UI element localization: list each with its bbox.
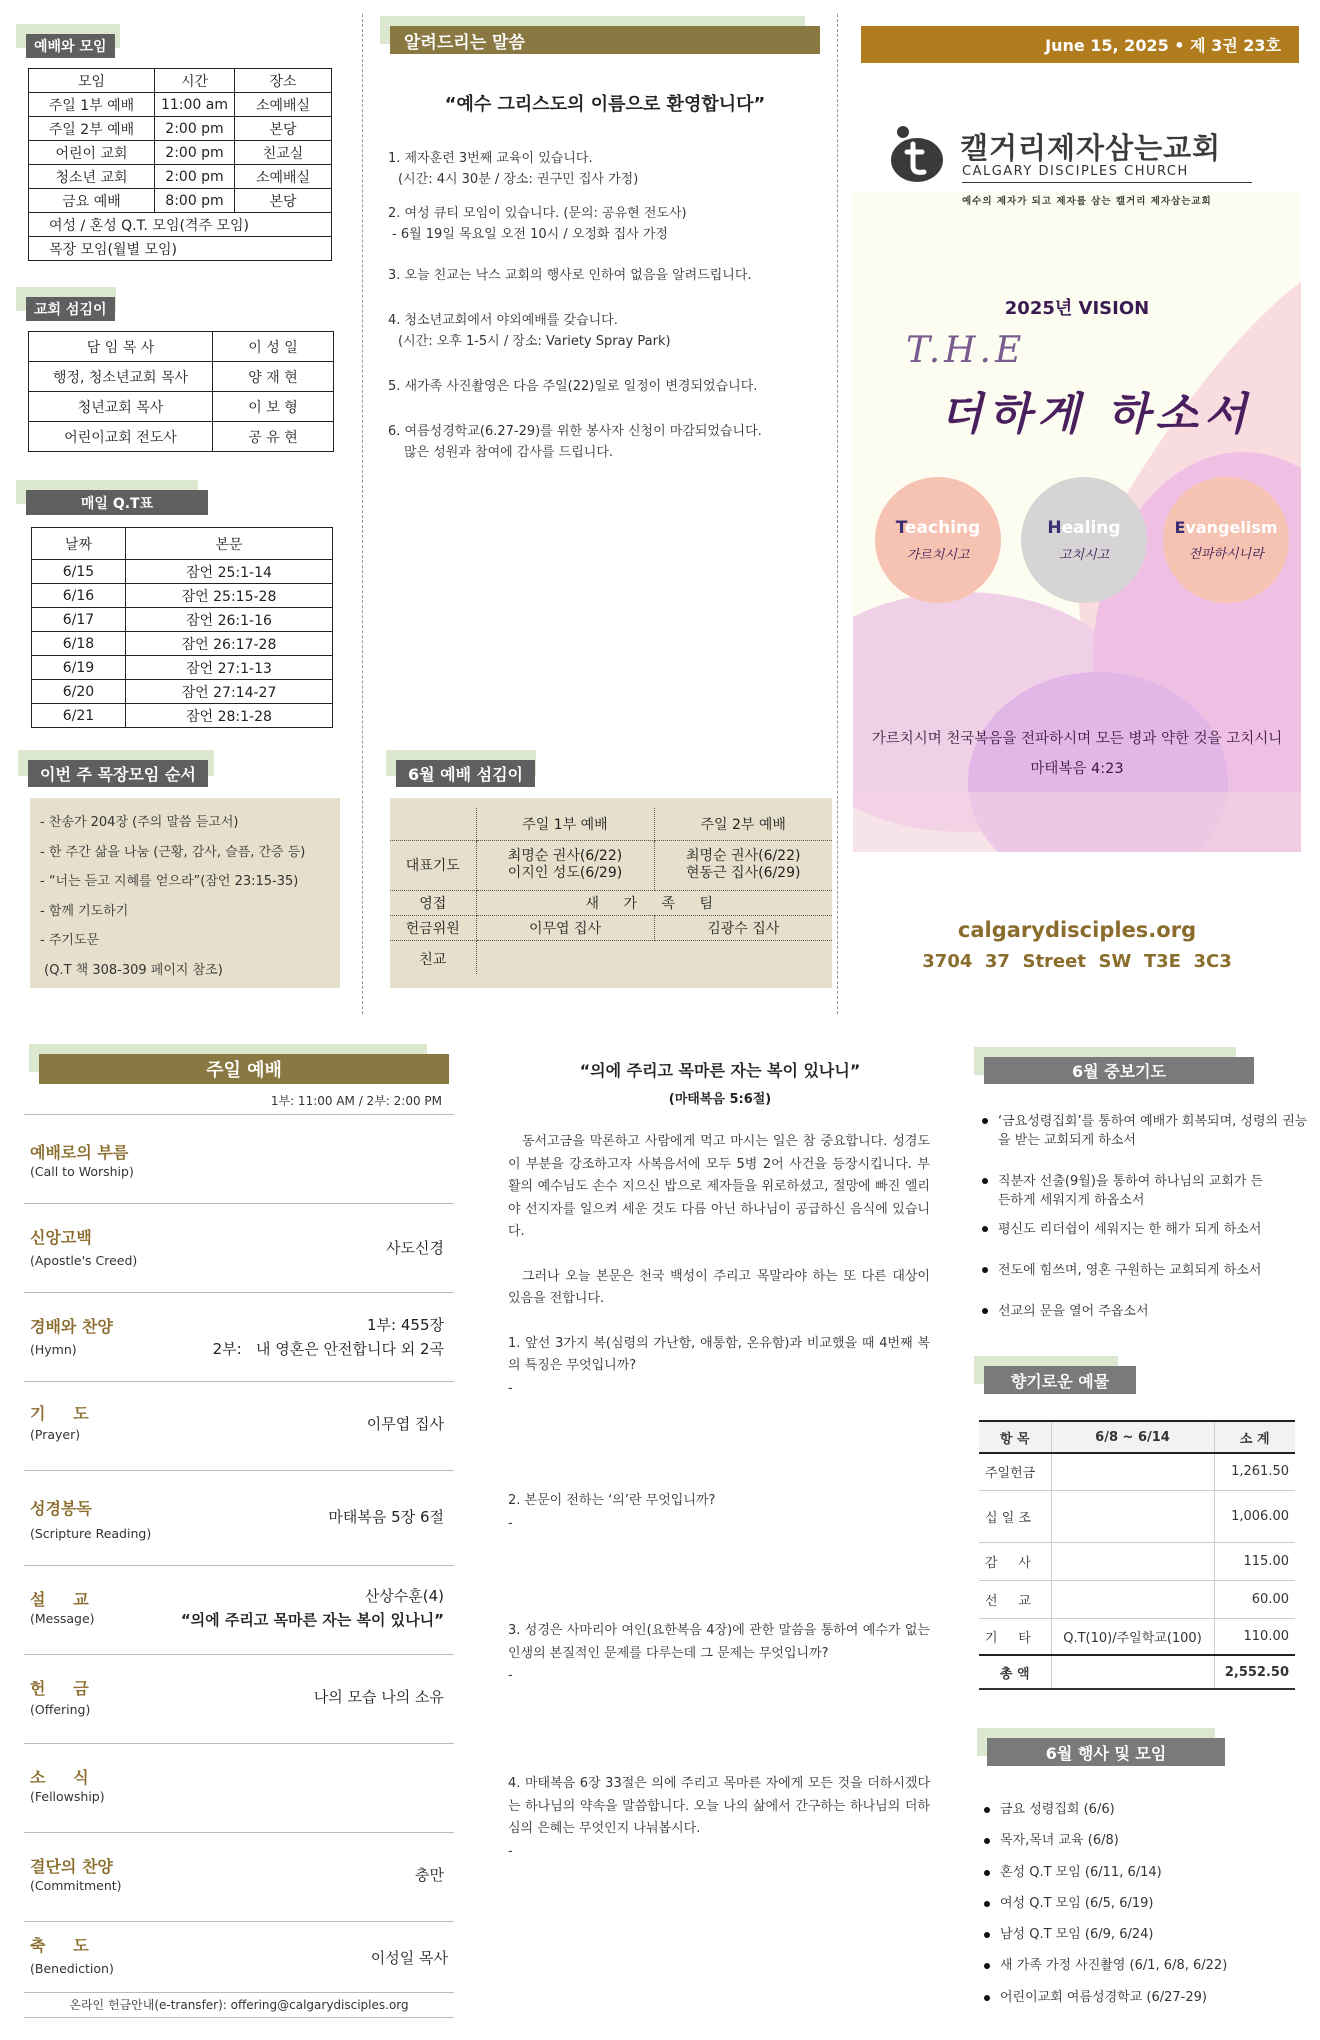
cell [1051, 1453, 1214, 1490]
fold-divider-right [837, 14, 838, 1014]
date-issue-bar: June 15, 2025 • 제 3권 23호 [861, 26, 1299, 63]
cell: 감 사 [979, 1542, 1051, 1580]
worship-order-row [24, 1383, 454, 1471]
cell: 친교실 [235, 141, 332, 165]
announcement-line: 4. 청소년교회에서 야외예배를 갖습니다. [388, 313, 618, 328]
cell: 6/15 [32, 560, 126, 584]
cell: 6/21 [32, 704, 126, 728]
sermon-question-3 [508, 1620, 930, 1688]
worship-order-row [24, 1834, 454, 1922]
section-title: 6월 예배 섬김이 [396, 760, 535, 787]
cell: 주일헌금 [979, 1453, 1051, 1490]
total-label: 총 액 [979, 1655, 1051, 1689]
cell [476, 840, 654, 890]
list-item: - 찬송가 204장 (주의 말씀 듣고서) [40, 815, 239, 830]
cell-line: 이지인 성도(6/29) [507, 865, 623, 881]
header-cell: 주일 2부 예배 [654, 808, 832, 840]
section-title: 예배와 모임 [26, 34, 115, 58]
welcome-heading: “예수 그리스도의 이름으로 환영합니다” [444, 94, 766, 115]
header-cell: 소 계 [1214, 1421, 1295, 1453]
table-row [32, 584, 333, 608]
worship-times-divider [24, 1114, 454, 1115]
cover-verse-ref: 마태복음 4:23 [1030, 761, 1124, 777]
worship-order-row [24, 1745, 454, 1833]
cell: 기 타 [979, 1618, 1051, 1655]
cell: 6/18 [32, 632, 126, 656]
offerings-table [979, 1420, 1295, 1690]
section-title: 교회 섬김이 [26, 297, 115, 321]
announcement-item [388, 265, 828, 286]
section-header-sunday-worship [29, 1044, 449, 1086]
cell: 11:00 am [155, 93, 235, 117]
cell: 2:00 pm [155, 117, 235, 141]
circle-initial: H [1047, 517, 1062, 538]
order-title-ko: 소 식 [30, 1768, 89, 1787]
table-header-row [979, 1421, 1295, 1453]
order-title-en: (Scripture Reading) [30, 1526, 152, 1541]
table-row [32, 632, 333, 656]
worship-meetings-table [28, 68, 332, 261]
table-row [29, 213, 332, 237]
order-title-en: (Prayer) [30, 1427, 81, 1442]
announcement-line: 많은 성원과 참여에 감사를 드립니다. [404, 445, 614, 460]
order-title-ko: 기 도 [30, 1404, 89, 1423]
cell: 청년교회 목사 [29, 392, 213, 422]
cell: 주일 2부 예배 [29, 117, 155, 141]
row-label: 헌금위원 [390, 915, 476, 940]
section-title: 매일 Q.T표 [26, 490, 208, 515]
list-item: - 함께 기도하기 [40, 903, 129, 919]
worship-order-row [24, 1205, 454, 1293]
church-name-ko: 캘거리제자삼는교회 [960, 131, 1222, 165]
sermon-question-2 [508, 1490, 930, 1535]
list-item: 전도에 힘쓰며, 영혼 구원하는 교회되게 하소서 [978, 1261, 1308, 1280]
cell-line: 최명순 권사(6/22) [507, 848, 623, 864]
cell [476, 940, 832, 974]
list-item: 새 가족 가정 사진촬영 (6/1, 6/8, 6/22) [980, 1950, 1310, 1981]
cell: 십 일 조 [979, 1490, 1051, 1542]
intercession-list [978, 1112, 1308, 1321]
order-title-ko: 경배와 찬양 [30, 1317, 113, 1336]
announcement-line: 3. 오늘 친교는 낙스 교회의 행사로 인하여 없음을 알려드립니다. [388, 268, 752, 283]
vision-label: 2025년 VISION [1004, 298, 1150, 319]
cell: 잠언 27:1-13 [126, 656, 333, 680]
order-value: 충만 [415, 1866, 444, 1884]
table-row [390, 915, 832, 940]
section-header-events [977, 1728, 1232, 1768]
table-row [979, 1490, 1295, 1542]
section-title: 향기로운 예물 [984, 1366, 1136, 1394]
cell: 6/16 [32, 584, 126, 608]
table-header-row [32, 528, 333, 560]
section-title: 이번 주 목장모임 순서 [28, 760, 208, 787]
header-cell: 날짜 [32, 528, 126, 560]
daily-qt-table [31, 527, 333, 728]
cell: 본당 [235, 117, 332, 141]
worship-order-row [24, 1294, 454, 1382]
cell: 여성 / 혼성 Q.T. 모임(격주 모임) [29, 213, 332, 237]
cover-verse: 가르치시며 천국복음을 전파하시며 모든 병과 약한 것을 고치시니 [871, 731, 1283, 747]
answer-line: - [508, 1515, 513, 1531]
vision-circle-evangelism [1163, 477, 1289, 603]
amount-cell: 1,006.00 [1214, 1490, 1295, 1542]
circle-initial: T [895, 517, 906, 538]
announcement-line: 5. 새가족 사진촬영은 다음 주일(22)일로 일정이 변경되었습니다. [388, 379, 758, 394]
announcement-line: 6. 여름성경학교(6.27-29)를 위한 봉사자 신청이 마감되었습니다. [388, 424, 762, 439]
cell: 소예배실 [235, 165, 332, 189]
list-item: 혼성 Q.T 모임 (6/11, 6/14) [980, 1857, 1310, 1888]
circle-subtitle: 전파하시니라 [1188, 547, 1264, 562]
cell: 양 재 현 [213, 362, 334, 392]
cell: 2:00 pm [155, 141, 235, 165]
cell: 이 성 일 [213, 332, 334, 362]
cell: 이 보 형 [213, 392, 334, 422]
circle-title [1174, 518, 1277, 537]
cell [654, 840, 832, 890]
circle-title [1047, 518, 1120, 538]
total-amount: 2,552.50 [1214, 1655, 1295, 1689]
list-item: - 주기도문 [40, 933, 100, 948]
cell: 잠언 26:17-28 [126, 632, 333, 656]
announcement-line: 2. 여성 큐티 모임이 있습니다. (문의: 공유현 전도사) [388, 206, 687, 221]
cell: 어린이 교회 [29, 141, 155, 165]
header-cell: 본문 [126, 528, 333, 560]
announcement-line: 1. 제자훈련 3번째 교육이 있습니다. [388, 151, 593, 166]
list-item: - 한 주간 삶을 나눔 (근황, 감사, 슬픔, 간증 등) [40, 844, 306, 860]
cell: 어린이교회 전도사 [29, 422, 213, 452]
order-title-ko: 헌 금 [30, 1679, 89, 1698]
discussion-question: 2. 본문이 전하는 ‘의’란 무엇입니까? [508, 1493, 716, 1508]
table-row [32, 608, 333, 632]
table-row [29, 422, 334, 452]
vision-title: 더하게 하소서 [940, 389, 1253, 440]
cell: 이무엽 집사 [476, 915, 654, 940]
table-row [390, 890, 832, 915]
list-item: 어린이교회 여름성경학교 (6/27-29) [980, 1982, 1310, 2013]
worship-order-row [24, 1116, 454, 1204]
list-item: (Q.T 책 308-309 페이지 참조) [40, 962, 223, 978]
list-item: 금요 성령집회 (6/6) [980, 1794, 1310, 1825]
circle-initial: E [1174, 518, 1186, 537]
cell [1051, 1542, 1214, 1580]
announcement-item [388, 148, 828, 190]
table-row [32, 680, 333, 704]
cell: 본당 [235, 189, 332, 213]
section-header-worship-meetings [16, 24, 166, 58]
sermon-title: “의에 주리고 목마른 자는 복이 있나니” [579, 1061, 861, 1080]
amount-cell: 60.00 [1214, 1580, 1295, 1618]
website[interactable]: calgarydisciples.org [957, 918, 1197, 942]
cell: 김광수 집사 [654, 915, 832, 940]
order-title-en: (Message) [30, 1611, 95, 1626]
the-label: T.H.E [906, 330, 1026, 371]
cell: 금요 예배 [29, 189, 155, 213]
fold-divider-left [362, 14, 363, 1014]
list-item: 직분자 선출(9월)을 통하여 하나님의 교회가 든든하게 세워지게 하옵소서 [978, 1172, 1308, 1210]
cell: Q.T(10)/주일학교(100) [1051, 1618, 1214, 1655]
order-value: 이성일 목사 [370, 1949, 448, 1967]
table-row [979, 1542, 1295, 1580]
order-value: 마태복음 5장 6절 [328, 1508, 444, 1526]
vision-circle-teaching [875, 477, 1001, 603]
order-title-ko: 성경봉독 [30, 1499, 92, 1518]
table-header-row [29, 69, 332, 93]
table-total-row [979, 1655, 1295, 1689]
table-row [29, 117, 332, 141]
cell [1051, 1655, 1214, 1689]
church-tagline: 예수의 제자가 되고 제자를 삼는 캘거리 제자삼는교회 [962, 196, 1212, 207]
order-title-en: (Apostle's Creed) [30, 1253, 138, 1268]
cell-order-list [40, 808, 330, 985]
order-title-en: (Hymn) [30, 1342, 77, 1357]
cell-line: 최명순 권사(6/22) [686, 848, 801, 864]
list-item: 목자,목녀 교육 (6/8) [980, 1825, 1310, 1856]
section-header-june-servants [386, 750, 566, 790]
list-item: 남성 Q.T 모임 (6/9, 6/24) [980, 1919, 1310, 1950]
order-title-ko: 신앙고백 [30, 1228, 92, 1247]
announcement-line: (시간: 오후 1-5시 / 장소: Variety Spray Park) [398, 334, 671, 349]
header-cell: 주일 1부 예배 [476, 808, 654, 840]
discussion-question: 3. 성경은 사마리아 여인(요한복음 4장)에 관한 말씀을 통하여 예수가 없는 인생의 본질적인 문제를 다루는데 그 문제는 무엇입니까? [508, 1623, 930, 1661]
announcement-line: - 6월 19일 목요일 오전 10시 / 오정화 집사 가정 [392, 227, 668, 242]
table-row [29, 237, 332, 261]
address: 3704 37 Street SW T3E 3C3 [922, 951, 1232, 972]
cell: 2:00 pm [155, 165, 235, 189]
cell: 소예배실 [235, 93, 332, 117]
table-row [32, 560, 333, 584]
cell: 8:00 pm [155, 189, 235, 213]
section-header-daily-qt [16, 480, 216, 516]
section-title: 6월 중보기도 [984, 1057, 1254, 1084]
table-row [390, 840, 832, 890]
cell: 잠언 26:1-16 [126, 608, 333, 632]
header-cell: 항 목 [979, 1421, 1051, 1453]
cell: 새 가 족 팀 [476, 890, 832, 915]
sermon-paragraph: 그러나 오늘 본문은 천국 백성이 주리고 목말라야 하는 또 다른 대상이 있음을 전합니다. [508, 1268, 930, 1306]
discussion-question: 4. 마태복음 6장 33절은 의에 주리고 목마른 자에게 모든 것을 더하시겠다는 하나님의 약속을 말씀합니다. 오늘 나의 삶에서 간구하는 하나님의 더하심의 은혜는 무엇인지 나눠봅시다. [508, 1776, 930, 1836]
header-cell: 6/8 ~ 6/14 [1051, 1421, 1214, 1453]
section-header-offerings [974, 1356, 1144, 1396]
order-title-ko: 설 교 [30, 1590, 89, 1609]
worship-order-row [24, 1656, 454, 1744]
cell: 담 임 목 사 [29, 332, 213, 362]
table-row [32, 656, 333, 680]
announcement-line: (시간: 4시 30분 / 장소: 권구민 집사 가정) [398, 172, 639, 187]
church-logo [890, 124, 946, 188]
table-row [29, 332, 334, 362]
circle-rest: vangelism [1185, 518, 1278, 537]
church-name-en: CALGARY DISCIPLES CHURCH [962, 164, 1252, 183]
worship-order-row [24, 1472, 454, 1566]
table-row [390, 940, 832, 974]
cell: 공 유 현 [213, 422, 334, 452]
sermon-reference: (마태복음 5:6절) [668, 1092, 772, 1107]
cell: 주일 1부 예배 [29, 93, 155, 117]
sermon-question-4 [508, 1773, 930, 1863]
worship-times: 1부: 11:00 AM / 2부: 2:00 PM [270, 1094, 442, 1108]
cell-line: 현동근 집사(6/29) [686, 865, 801, 881]
cell: 선 교 [979, 1580, 1051, 1618]
table-row [29, 189, 332, 213]
list-item: ‘금요성령집회’를 통하여 예배가 회복되며, 성령의 권능을 받는 교회되게 하소서 [978, 1112, 1308, 1150]
announcement-item [388, 376, 828, 397]
cell: 잠언 27:14-27 [126, 680, 333, 704]
table-row [29, 392, 334, 422]
cell [1051, 1580, 1214, 1618]
list-item: - “너는 듣고 지혜를 얻으라”(잠언 23:15-35) [40, 874, 299, 889]
announcement-item [388, 310, 828, 352]
table-row [29, 362, 334, 392]
amount-cell: 110.00 [1214, 1618, 1295, 1655]
sermon-paragraph: 동서고금을 막론하고 사람에게 먹고 마시는 일은 참 중요합니다. 성경도 이 부분을 강조하고자 사복음서에 모두 5병 2어 사건을 등장시킵니다. 부활의 예수님도 손수 지으신 밥으로 제자들을 위로하셨고, 절망에 빠진 엘리야 선지자를 일으켜 세운 것도 다름 아닌 하나님이 공급하신 음식에 있습니다. [508, 1134, 930, 1239]
cell: 6/20 [32, 680, 126, 704]
order-value: 나의 모습 나의 소유 [313, 1688, 444, 1706]
table-row [979, 1453, 1295, 1490]
header-cell: 시간 [155, 69, 235, 93]
cell: 잠언 25:1-14 [126, 560, 333, 584]
row-label: 친교 [390, 940, 476, 974]
cell-order-box [30, 798, 340, 988]
cell: 행정, 청소년교회 목사 [29, 362, 213, 392]
table-row [32, 704, 333, 728]
order-value: 이무엽 집사 [366, 1415, 444, 1433]
circle-subtitle: 고치시고 [1058, 547, 1110, 563]
circle-title [896, 518, 981, 538]
order-value: 1부: 455장 [367, 1316, 444, 1334]
table-row [29, 93, 332, 117]
section-title: 알려드리는 말씀 [390, 26, 820, 54]
order-title-en: (Commitment) [30, 1878, 122, 1893]
header-cell [390, 808, 476, 840]
header-cell: 모임 [29, 69, 155, 93]
circle-rest: ealing [1061, 517, 1121, 538]
cell: 6/17 [32, 608, 126, 632]
cell [1051, 1490, 1214, 1542]
announcement-item [388, 203, 828, 245]
list-item: 평신도 리더쉽이 세워지는 한 해가 되게 하소서 [978, 1220, 1308, 1239]
cell: 6/19 [32, 656, 126, 680]
order-value: 사도신경 [386, 1239, 444, 1257]
june-servants-table [390, 808, 832, 974]
section-header-staff [16, 287, 166, 321]
table-header-row [390, 808, 832, 840]
cell: 청소년 교회 [29, 165, 155, 189]
order-title-ko: 결단의 찬양 [30, 1857, 113, 1876]
discussion-question: 1. 앞선 3가지 복(심령의 가난함, 애통함, 온유함)과 비교했을 때 4번째 복의 특징은 무엇입니까? [508, 1335, 930, 1373]
staff-table [28, 331, 334, 452]
cell: 잠언 28:1-28 [126, 704, 333, 728]
cell: 잠언 25:15-28 [126, 584, 333, 608]
section-title: 주일 예배 [39, 1054, 449, 1084]
answer-line: - [508, 1843, 513, 1859]
amount-cell: 115.00 [1214, 1542, 1295, 1580]
circle-subtitle: 가르치시고 [906, 547, 970, 563]
row-label: 영접 [390, 890, 476, 915]
order-value: 2부: 내 영혼은 안전합니다 외 2곡 [212, 1340, 444, 1358]
announcements-list [388, 148, 828, 463]
order-title-ko: 예배로의 부름 [30, 1143, 129, 1162]
table-row [979, 1618, 1295, 1655]
order-title-en: (Offering) [30, 1702, 91, 1717]
church-logo-icon [890, 124, 946, 184]
section-header-intercession [974, 1047, 1264, 1087]
order-title-ko: 축 도 [30, 1936, 89, 1955]
worship-order-row [24, 1923, 454, 1993]
cell: 목장 모임(월별 모임) [29, 237, 332, 261]
row-label: 대표기도 [390, 840, 476, 890]
order-title-en: (Fellowship) [30, 1789, 105, 1804]
worship-order-row [24, 1567, 454, 1655]
table-row [29, 165, 332, 189]
vision-circle-healing [1021, 477, 1147, 603]
announcement-item [388, 421, 828, 463]
answer-line: - [508, 1380, 513, 1396]
section-header-cell-order [18, 750, 228, 790]
list-item: 여성 Q.T 모임 (6/5, 6/19) [980, 1888, 1310, 1919]
order-title-en: (Call to Worship) [30, 1164, 134, 1179]
june-servants-box [390, 798, 832, 988]
order-value: 산상수훈(4) [364, 1587, 444, 1605]
sermon-body [508, 1131, 930, 1400]
circle-rest: eaching [905, 517, 981, 538]
amount-cell: 1,261.50 [1214, 1453, 1295, 1490]
sermon-title-value: “의에 주리고 목마른 자는 복이 있나니” [180, 1611, 444, 1629]
section-title: 6월 행사 및 모임 [987, 1738, 1225, 1766]
answer-line: - [508, 1668, 513, 1683]
online-offering-note: 온라인 헌금안내(e-transfer): offering@calgarydisciples.org [24, 1996, 454, 2018]
header-cell: 장소 [235, 69, 332, 93]
table-row [979, 1580, 1295, 1618]
events-list [980, 1794, 1310, 2013]
section-header-announcements [380, 16, 820, 58]
list-item: 선교의 문을 열어 주옵소서 [978, 1302, 1308, 1321]
order-title-en: (Benediction) [30, 1961, 114, 1976]
table-row [29, 141, 332, 165]
